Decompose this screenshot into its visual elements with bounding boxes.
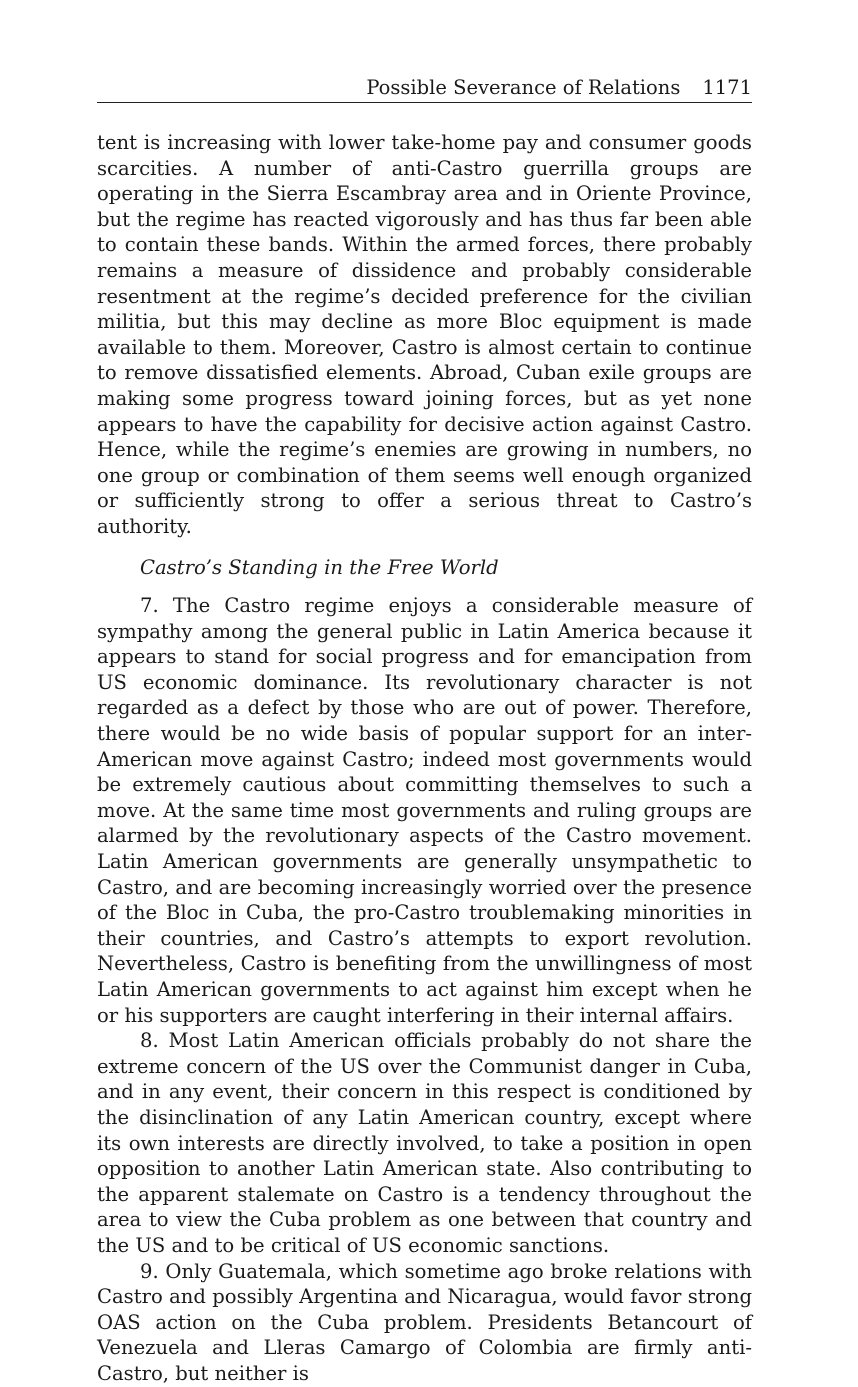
body-text xyxy=(97,130,752,1387)
paragraph-continued: tent is increasing with lower take-home pay and consumer goods scarcities. A number of anti-Castro guerrilla groups are operating in the Sierra Escambray area and in Oriente Province, but the regime has reacted vigorously and has thus far been able to contain these bands. Within the armed forces, there probably remains a measure of dissidence and probably considerable resentment at the regime’s decided preference for the civilian militia, but this may decline as more Bloc equipment is made available to them. Moreover, Castro is almost certain to continue to remove dissatisfied elements. Abroad, Cuban exile groups are making some progress toward joining forces, but as yet none appears to have the capability for decisive action against Castro. Hence, while the regime’s enemies are growing in numbers, no one group or combination of them seems well enough organized or sufficiently strong to offer a serious threat to Castro’s authority. xyxy=(97,131,752,538)
paragraph-9: 9. Only Guatemala, which sometime ago broke relations with Castro and possibly Argentina and Nicaragua, would favor strong OAS action on the Cuba problem. Presidents Betancourt of Venezuela and Lleras Camargo of Colombia are firmly anti-Castro, but neither is xyxy=(97,1259,752,1385)
page-header xyxy=(97,74,752,103)
paragraph-8: 8. Most Latin American officials probably do not share the extreme concern of the US over the Communist danger in Cuba, and in any event, their concern in this respect is conditioned by the disinclination of any Latin American country, except where its own interests are directly involved, to take a position in open opposition to another Latin American state. Also contributing to the apparent stalemate on Castro is a tendency throughout the area to view the Cuba problem as one between that country and the US and to be critical of US economic sanctions. xyxy=(97,1029,752,1257)
paragraph-7: 7. The Castro regime enjoys a considerable measure of sympathy among the general public in Latin America because it appears to stand for social progress and for emancipation from US economic dominance. Its revolutionary character is not regarded as a defect by those who are out of power. Therefore, there would be no wide basis of popular support for an inter-American move against Castro; indeed most governments would be extremely cautious about committing themselves to such a move. At the same time most governments and ruling groups are alarmed by the revolutionary aspects of the Castro movement. Latin American governments are generally unsympathetic to Castro, and are becoming increasingly worried over the presence of the Bloc in Cuba, the pro-Castro troublemaking minorities in their countries, and Castro’s attempts to export revolution. Nevertheless, Castro is benefiting from the unwillingness of most Latin American governments to act against him except when he or his supporters are caught interfering in their internal affairs. xyxy=(97,594,752,1027)
section-heading: Castro’s Standing in the Free World xyxy=(140,555,499,579)
running-title: Possible Severance of Relations xyxy=(366,76,681,99)
page-number: 1171 xyxy=(702,76,752,99)
